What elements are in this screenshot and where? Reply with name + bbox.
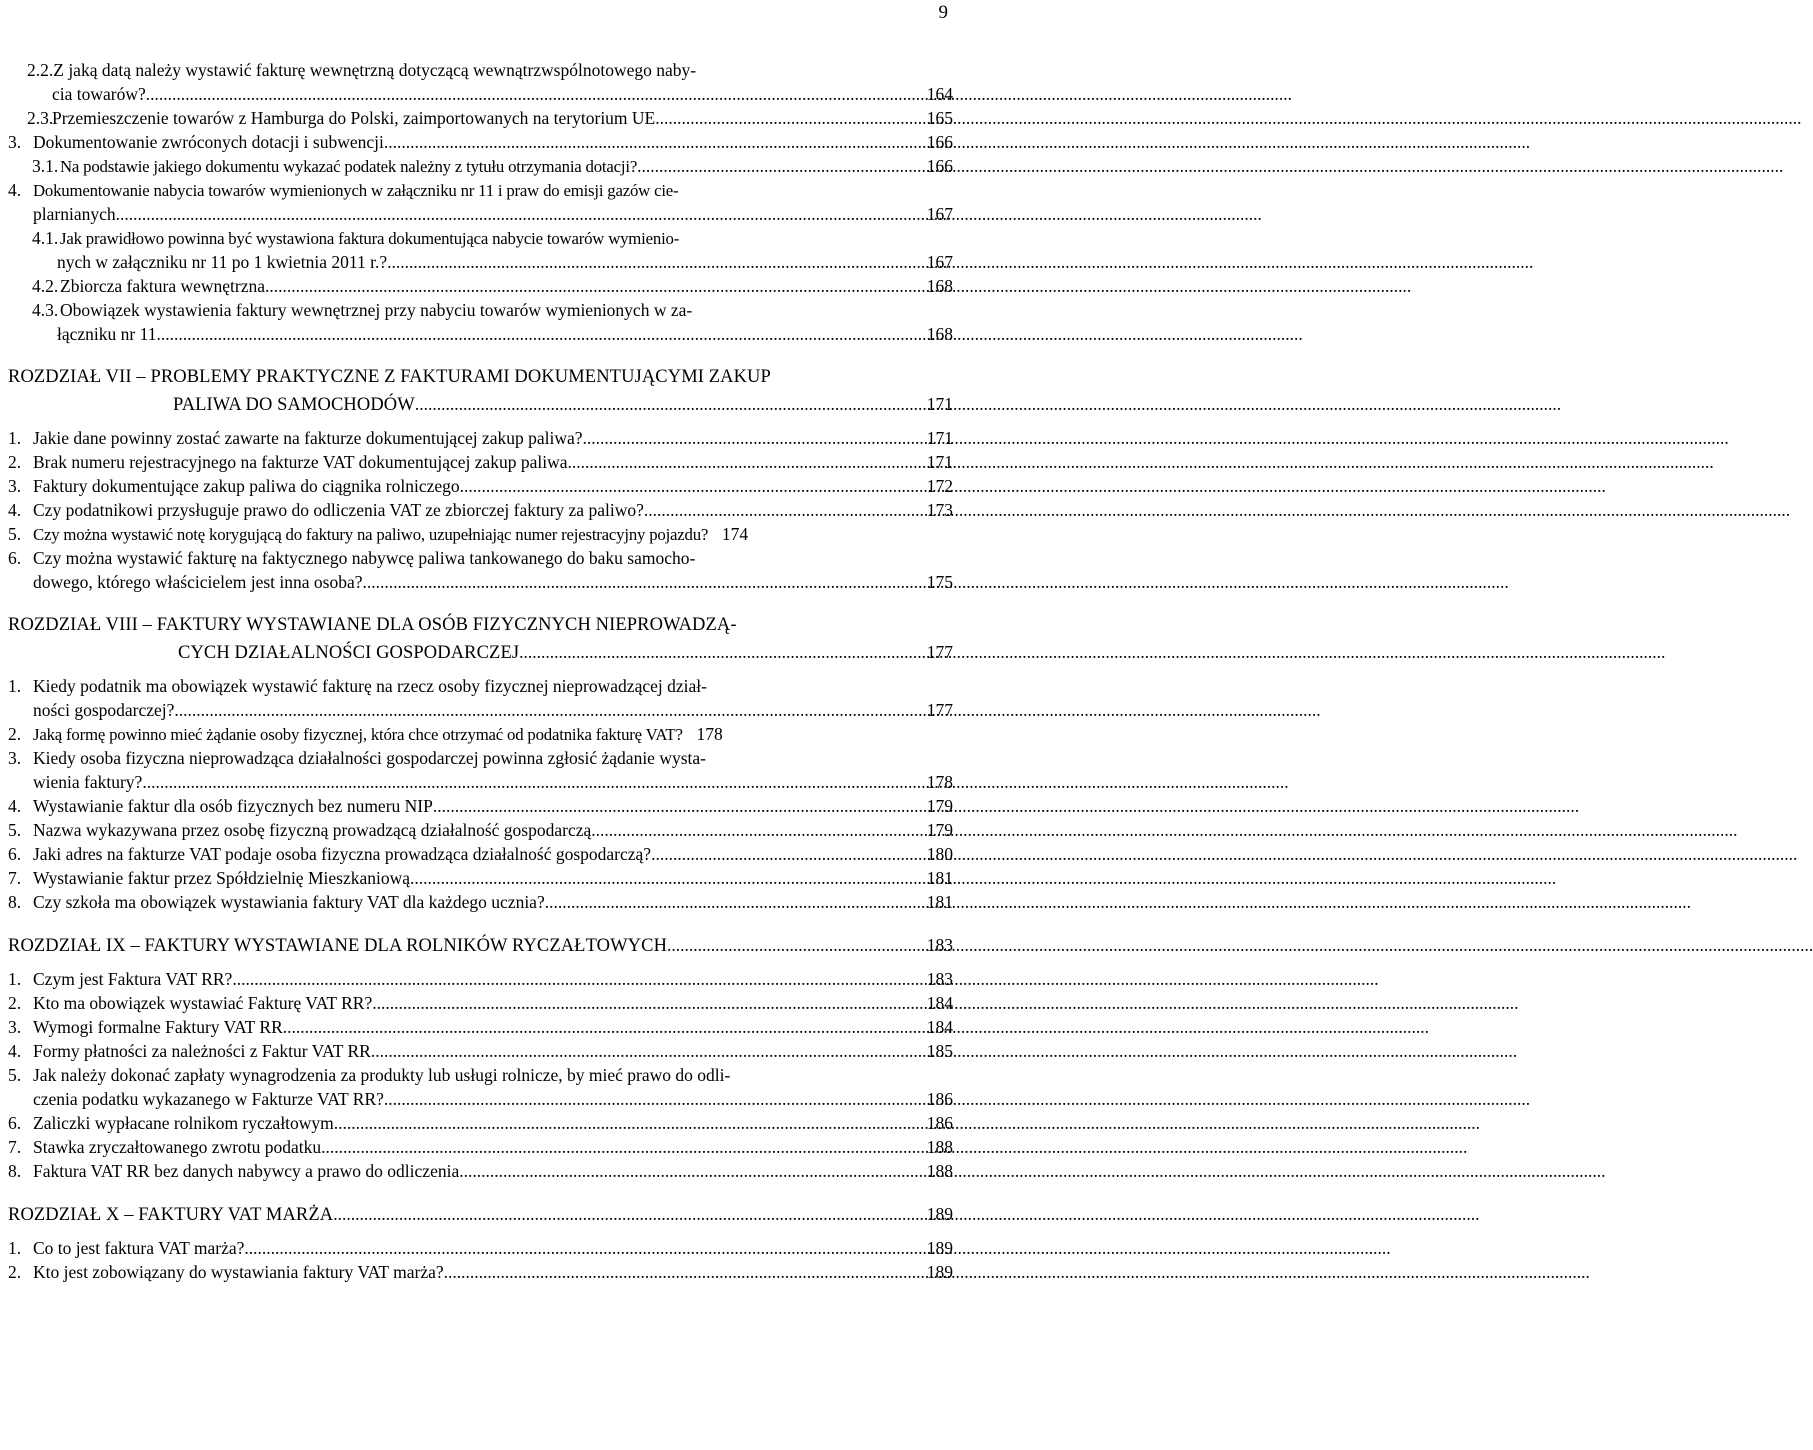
entry-text: Formy płatności za należności z Faktur VAT RR [33, 1041, 371, 1061]
entry-text-cont: cia towarów? [52, 84, 146, 104]
toc-entry-2-3[interactable] [8, 106, 953, 130]
entry-number: 7. [8, 1137, 22, 1157]
dot-leader [459, 1159, 913, 1183]
entry-page: 177 [926, 700, 953, 720]
entry-number: 6. [8, 548, 22, 568]
entry-page: 181 [926, 892, 953, 912]
chapter-title-cont: CYCH DZIAŁALNOŚCI GOSPODARCZEJ [178, 643, 520, 663]
entry-text: Nazwa wykazywana przez osobę fizyczną prowadzącą działalność gospodarczą [33, 820, 592, 840]
dot-leader [146, 82, 913, 106]
entry-page: 164 [926, 84, 953, 104]
entry-number: 3. [8, 748, 22, 768]
chapter-ix [8, 932, 953, 959]
entry-text: Brak numeru rejestracyjnego na fakturze VAT dokumentującej zakup paliwa [33, 452, 568, 472]
chapter-heading[interactable] [8, 364, 953, 418]
chapter-heading[interactable] [8, 612, 953, 666]
entry-page: 171 [926, 428, 953, 448]
entry-text-cont: wienia faktury? [33, 772, 143, 792]
dot-leader [591, 818, 913, 842]
entry-number: 4.1. [32, 228, 59, 248]
dot-leader [583, 426, 913, 450]
entry-text: Faktury dokumentujące zakup paliwa do ciągnika rolniczego [33, 476, 460, 496]
entry-number: 5. [8, 524, 22, 544]
dot-leader [655, 106, 913, 130]
toc-entry-4-1[interactable] [8, 226, 953, 274]
toc-item-10-2[interactable] [8, 1260, 953, 1284]
chapter-page: 189 [926, 1204, 953, 1224]
chapter-heading[interactable] [8, 932, 953, 959]
entry-text: Wystawianie faktur dla osób fizycznych bez numeru NIP [33, 796, 433, 816]
toc-entry-2-2[interactable] [8, 58, 953, 106]
entry-number: 8. [8, 1161, 22, 1181]
chapter-vii [8, 364, 953, 418]
dot-leader [265, 274, 913, 298]
entry-number: 1. [8, 969, 22, 989]
toc-item-9-3[interactable] [8, 1015, 953, 1039]
entry-text-cont: nych w załączniku nr 11 po 1 kwietnia 2011 r.? [57, 252, 388, 272]
dot-leader [321, 1135, 913, 1159]
dot-leader [651, 842, 913, 866]
toc-item-8-4[interactable] [8, 794, 953, 818]
dot-leader [116, 202, 913, 226]
entry-page: 189 [926, 1238, 953, 1258]
dot-leader [433, 794, 913, 818]
dot-leader [334, 1111, 913, 1135]
chapter-title: ROZDZIAŁ IX – FAKTURY WYSTAWIANE DLA ROLNIKÓW RYCZAŁTOWYCH [8, 936, 668, 956]
entry-text: Jak należy dokonać zapłaty wynagrodzenia za produkty lub usługi rolnicze, by mieć prawo do odli- [33, 1065, 731, 1085]
toc-item-8-3[interactable] [8, 746, 953, 794]
chapter-x [8, 1201, 953, 1228]
entry-page: 179 [926, 820, 953, 840]
dot-leader [415, 391, 913, 418]
entry-text: Dokumentowanie nabycia towarów wymienionych w załączniku nr 11 i praw do emisji gazów cie- [33, 181, 679, 200]
entry-number: 7. [8, 868, 22, 888]
dot-leader [232, 967, 913, 991]
dot-leader [283, 1015, 913, 1039]
entry-page: 184 [926, 1017, 953, 1037]
toc-item-8-1[interactable] [8, 674, 953, 722]
toc-item-8-5[interactable] [8, 818, 953, 842]
entry-text: Co to jest faktura VAT marża? [33, 1238, 245, 1258]
toc-item-7-3[interactable] [8, 474, 953, 498]
entry-text: Kiedy osoba fizyczna nieprowadząca działalności gospodarczej powinna zgłosić żądanie wysta- [33, 748, 706, 768]
dot-leader [174, 698, 913, 722]
entry-text: Czy można wystawić fakturę na faktycznego nabywcę paliwa tankowanego do baku samocho- [33, 548, 696, 568]
entry-text: Z jaką datą należy wystawić fakturę wewnętrzną dotyczącą wewnątrzwspólnotowego naby- [53, 60, 697, 80]
dot-leader [387, 250, 913, 274]
toc-item-9-1[interactable] [8, 967, 953, 991]
entry-number: 8. [8, 892, 22, 912]
entry-number: 3. [8, 1017, 22, 1037]
chapter-title: ROZDZIAŁ VII – PROBLEMY PRAKTYCZNE Z FAKTURAMI DOKUMENTUJĄCYMI ZAKUP [8, 367, 771, 387]
entry-text: Faktura VAT RR bez danych nabywcy a prawo do odliczenia [33, 1161, 460, 1181]
entry-text: Jak prawidłowo powinna być wystawiona faktura dokumentująca nabycie towarów wymienio- [60, 229, 680, 248]
toc-item-8-6[interactable] [8, 842, 953, 866]
toc-item-9-6[interactable] [8, 1111, 953, 1135]
page-number: 9 [938, 2, 948, 23]
entry-text-cont: ności gospodarczej? [33, 700, 175, 720]
entry-number: 2.3. [27, 108, 54, 128]
dot-leader [568, 450, 913, 474]
toc-item-7-6[interactable] [8, 546, 953, 594]
toc-item-7-2[interactable] [8, 450, 953, 474]
entry-text: Stawka zryczałtowanego zwrotu podatku [33, 1137, 322, 1157]
entry-number: 2. [8, 993, 22, 1013]
table-of-contents [8, 58, 953, 1284]
entry-number: 1. [8, 676, 22, 696]
entry-page: 180 [926, 844, 953, 864]
entry-page: 186 [926, 1089, 953, 1109]
entry-text: Zbiorcza faktura wewnętrzna [60, 276, 266, 296]
chapter-title: ROZDZIAŁ X – FAKTURY VAT MARŻA [8, 1205, 334, 1225]
entry-text: Obowiązek wystawienia faktury wewnętrznej przy nabyciu towarów wymienionych w za- [60, 300, 693, 320]
dot-leader [384, 1087, 913, 1111]
toc-item-7-1[interactable] [8, 426, 953, 450]
entry-page: 178 [696, 724, 723, 744]
entry-page: 168 [926, 276, 953, 296]
entry-text: Zaliczki wypłacane rolnikom ryczałtowym [33, 1113, 334, 1133]
entry-number: 5. [8, 820, 22, 840]
entry-page: 189 [926, 1262, 953, 1282]
dot-leader [667, 932, 913, 959]
entry-number: 6. [8, 844, 22, 864]
entry-number: 3. [8, 132, 22, 152]
toc-item-7-5[interactable] [8, 522, 953, 546]
dot-leader [545, 890, 913, 914]
chapter-page: 183 [926, 935, 953, 955]
dot-leader [156, 322, 913, 346]
entry-page: 167 [926, 204, 953, 224]
entry-page: 185 [926, 1041, 953, 1061]
entry-text-cont: plarnianych [33, 204, 116, 224]
toc-item-7-4[interactable] [8, 498, 953, 522]
entry-text: Czy podatnikowi przysługuje prawo do odliczenia VAT ze zbiorczej faktury za paliwo? [33, 500, 644, 520]
chapter-heading[interactable] [8, 1201, 953, 1228]
chapter-title: ROZDZIAŁ VIII – FAKTURY WYSTAWIANE DLA OSÓB FIZYCZNYCH NIEPROWADZĄ- [8, 615, 737, 635]
entry-page: 188 [926, 1137, 953, 1157]
entry-number: 1. [8, 1238, 22, 1258]
entry-number: 5. [8, 1065, 22, 1085]
entry-page: 178 [926, 772, 953, 792]
entry-page: 183 [926, 969, 953, 989]
entry-text: Jaką formę powinno mieć żądanie osoby fizycznej, która chce otrzymać od podatnika fakturę VAT? [33, 725, 683, 744]
toc-item-9-4[interactable] [8, 1039, 953, 1063]
entry-number: 2. [8, 724, 22, 744]
entry-number: 3.1. [32, 156, 59, 176]
entry-text: Przemieszczenie towarów z Hamburga do Polski, zaimportowanych na terytorium UE [52, 108, 656, 128]
entry-text-cont: łączniku nr 11 [57, 324, 157, 344]
entry-page: 181 [926, 868, 953, 888]
toc-item-8-2[interactable] [8, 722, 953, 746]
dot-leader [637, 154, 913, 178]
toc-item-8-8[interactable] [8, 890, 953, 914]
entry-number: 4. [8, 500, 22, 520]
entry-page: 167 [926, 252, 953, 272]
toc-item-9-8[interactable] [8, 1159, 953, 1183]
toc-section-entries [8, 58, 953, 346]
entry-page: 166 [926, 132, 953, 152]
entry-text: Czy szkoła ma obowiązek wystawiania faktury VAT dla każdego uczniа? [33, 892, 545, 912]
entry-text: Kto ma obowiązek wystawiać Fakturę VAT RR? [33, 993, 373, 1013]
chapter-viii [8, 612, 953, 666]
dot-leader [244, 1236, 913, 1260]
entry-page: 171 [926, 452, 953, 472]
toc-entry-4[interactable] [8, 178, 953, 226]
entry-page: 188 [926, 1161, 953, 1181]
entry-number: 6. [8, 1113, 22, 1133]
entry-page: 186 [926, 1113, 953, 1133]
dot-leader [333, 1201, 913, 1228]
entry-text: Czym jest Faktura VAT RR? [33, 969, 233, 989]
dot-leader [384, 130, 913, 154]
entry-text: Wystawianie faktur przez Spółdzielnię Mieszkaniową [33, 868, 411, 888]
entry-text: Jaki adres na fakturze VAT podaje osoba fizyczna prowadząca działalność gospodarczą? [33, 844, 652, 864]
toc-entry-3-1[interactable] [8, 154, 953, 178]
entry-number: 1. [8, 428, 22, 448]
entry-page: 166 [926, 156, 953, 176]
entry-page: 172 [926, 476, 953, 496]
toc-entry-4-2[interactable] [8, 274, 953, 298]
dot-leader [444, 1260, 913, 1284]
toc-item-8-7[interactable] [8, 866, 953, 890]
chapter-page: 177 [926, 642, 953, 662]
toc-item-9-5[interactable] [8, 1063, 953, 1111]
dot-leader [644, 498, 913, 522]
entry-text: Na podstawie jakiego dokumentu wykazać podatek należny z tytułu otrzymania dotacji? [60, 157, 638, 176]
entry-text: Dokumentowanie zwróconych dotacji i subwencji [33, 132, 384, 152]
chapter-title-cont: PALIWA DO SAMOCHODÓW [173, 395, 415, 415]
entry-text: Kto jest zobowiązany do wystawiania faktury VAT marża? [33, 1262, 444, 1282]
entry-number: 4. [8, 796, 22, 816]
entry-page: 179 [926, 796, 953, 816]
entry-page: 174 [721, 524, 749, 544]
toc-item-10-1[interactable] [8, 1236, 953, 1260]
dot-leader [142, 770, 913, 794]
entry-number: 4.2. [32, 276, 59, 296]
entry-page: 168 [926, 324, 953, 344]
entry-number: 2. [8, 1262, 22, 1282]
dot-leader [519, 639, 913, 666]
toc-entry-3[interactable] [8, 130, 953, 154]
dot-leader [460, 474, 913, 498]
dot-leader [410, 866, 913, 890]
entry-number: 2. [8, 452, 22, 472]
entry-page: 175 [926, 572, 953, 592]
entry-number: 4. [8, 1041, 22, 1061]
toc-entry-4-3[interactable] [8, 298, 953, 346]
entry-page: 165 [926, 108, 953, 128]
entry-number: 4.3. [32, 300, 59, 320]
entry-text: Wymogi formalne Faktury VAT RR [33, 1017, 283, 1037]
entry-text-cont: dowego, którego właścicielem jest inna osoba? [33, 572, 363, 592]
entry-text: Czy można wystawić notę korygującą do faktury na paliwo, uzupełniając numer rejestracyjny pojazdu? [33, 525, 709, 544]
dot-leader [362, 570, 913, 594]
toc-item-9-2[interactable] [8, 991, 953, 1015]
entry-text: Kiedy podatnik ma obowiązek wystawić fakturę na rzecz osoby fizycznej nieprowadzącej dział- [33, 676, 707, 696]
dot-leader [372, 991, 913, 1015]
entry-number: 3. [8, 476, 22, 496]
toc-item-9-7[interactable] [8, 1135, 953, 1159]
entry-page: 173 [926, 500, 953, 520]
dot-leader [371, 1039, 913, 1063]
entry-page: 184 [926, 993, 953, 1013]
entry-number: 4. [8, 180, 22, 200]
entry-text-cont: czenia podatku wykazanego w Fakturze VAT RR? [33, 1089, 384, 1109]
entry-text: Jakie dane powinny zostać zawarte na fakturze dokumentującej zakup paliwa? [33, 428, 583, 448]
entry-number: 2.2. [27, 60, 54, 80]
chapter-page: 171 [926, 394, 953, 414]
